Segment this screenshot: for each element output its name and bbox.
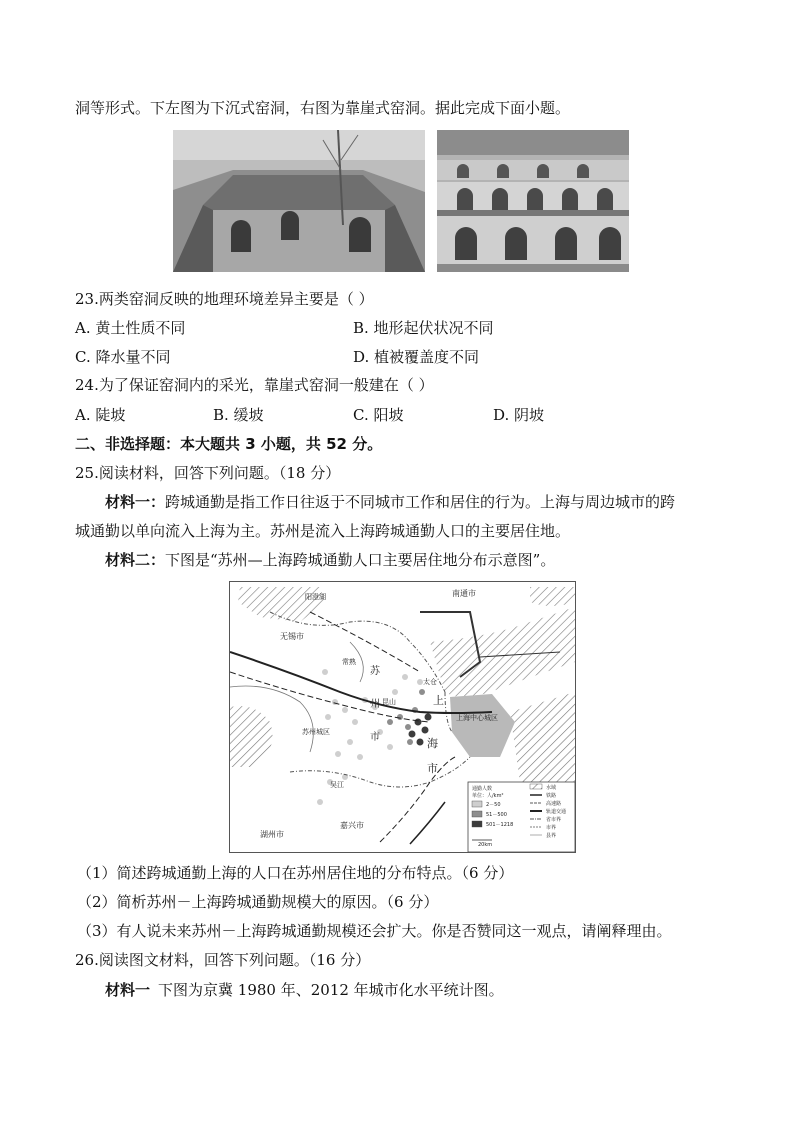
q24-option-a: A. 陡坡 [75, 406, 126, 424]
material-1-label: 材料一： [105, 493, 166, 511]
section-heading: 二、非选择题：本大题共 3 小题，共 52 分。 [75, 435, 383, 453]
q25-material-2 [105, 550, 555, 570]
map-label-changshu: 常熟 [342, 658, 356, 666]
map-label-hai: 海 [427, 737, 438, 750]
q25-material-1-cont: 城通勤以单向流入上海为主。苏州是流入上海跨城通勤人口的主要居住地。 [75, 522, 571, 540]
q26-material-1-text: 下图为京冀 1980 年、2012 年城市化水平统计图。 [158, 981, 504, 999]
q23-option-b: B. 地形起伏状况不同 [353, 319, 494, 337]
sunken-cave-dwelling-photo [173, 130, 425, 272]
map-label-shi: 市 [370, 732, 380, 743]
material-2-label: 材料二： [105, 551, 166, 569]
intro-line: 洞等形式。下左图为下沉式窑洞，右图为靠崖式窑洞。据此完成下面小题。 [75, 99, 571, 117]
q23-option-a: A. 黄土性质不同 [75, 319, 186, 337]
map-label-wuxi: 无锡市 [280, 632, 304, 641]
map-label-huzhou: 湖州市 [260, 830, 284, 839]
material-2-text: 下图是“苏州—上海跨城通勤人口主要居住地分布示意图”。 [165, 551, 556, 569]
legend-scale: 20km [478, 842, 493, 848]
legend-item-rail: 铁路 [546, 793, 557, 799]
legend-item-highway: 高速路 [546, 801, 562, 807]
q25-material-1 [105, 492, 675, 512]
map-label-shanghai-shi: 市 [427, 762, 438, 775]
map-label-wujiang: 吴江 [330, 781, 344, 789]
q25-subq-3: （3）有人说未来苏州－上海跨城通勤规模还会扩大。你是否赞同这一观点，请阐释理由。 [77, 922, 672, 940]
q24-option-b: B. 缓坡 [213, 406, 264, 424]
material-1-text: 跨城通勤是指工作日往返于不同城市工作和居住的行为。上海与周边城市的跨 [165, 493, 676, 511]
map-label-lake: 阳澄湖 [305, 593, 326, 601]
legend-class-1: 2－50 [486, 802, 501, 808]
q24-option-c: C. 阳坡 [353, 406, 404, 424]
legend-item-water: 水域 [546, 785, 557, 791]
map-label-shang: 上 [433, 694, 444, 707]
legend-item-county: 县界 [546, 833, 557, 839]
q24-stem: 24.为了保证窑洞内的采光，靠崖式窑洞一般建在（ ） [75, 376, 434, 394]
commuter-distribution-map [229, 581, 576, 853]
map-label-nantong: 南通市 [452, 589, 476, 598]
legend-unit: 单位：人/km² [472, 793, 504, 799]
map-label-gusu: 苏州城区 [302, 728, 330, 736]
cliff-cave-dwelling-photo [437, 130, 629, 272]
q24-option-d: D. 阴坡 [493, 406, 545, 424]
q25-subq-2: （2）简析苏州－上海跨城通勤规模大的原因。（6 分） [77, 893, 439, 911]
q25-subq-1: （1）简述跨城通勤上海的人口在苏州居住地的分布特点。（6 分） [77, 864, 514, 882]
q26-stem: 26.阅读图文材料，回答下列问题。（16 分） [75, 951, 371, 969]
map-label-su: 苏 [370, 666, 380, 677]
q23-option-d: D. 植被覆盖度不同 [353, 348, 480, 366]
legend-item-province: 省市界 [546, 817, 562, 823]
legend-item-city: 市界 [546, 825, 557, 831]
q26-material-1 [105, 980, 504, 1000]
legend-title: 通勤人数 [472, 786, 493, 792]
legend-item-metro: 轨道交通 [546, 809, 567, 815]
q23-option-c: C. 降水量不同 [75, 348, 171, 366]
legend-class-2: 51－500 [486, 812, 507, 818]
q26-material-1-label: 材料一 [105, 981, 151, 999]
map-legend [468, 782, 575, 852]
legend-class-3: 501－1218 [486, 822, 514, 828]
map-label-taicang: 太仓 [423, 678, 437, 686]
map-label-kunshan: 昆山 [382, 698, 396, 706]
north-water-area [530, 587, 575, 606]
q25-stem: 25.阅读材料，回答下列问题。（18 分） [75, 464, 341, 482]
map-label-jiaxing: 嘉兴市 [340, 821, 364, 830]
map-label-zhou: 州 [370, 699, 380, 710]
q23-stem: 23.两类窑洞反映的地理环境差异主要是（ ） [75, 290, 374, 308]
map-label-shanghai-center: 上海中心城区 [456, 714, 498, 722]
